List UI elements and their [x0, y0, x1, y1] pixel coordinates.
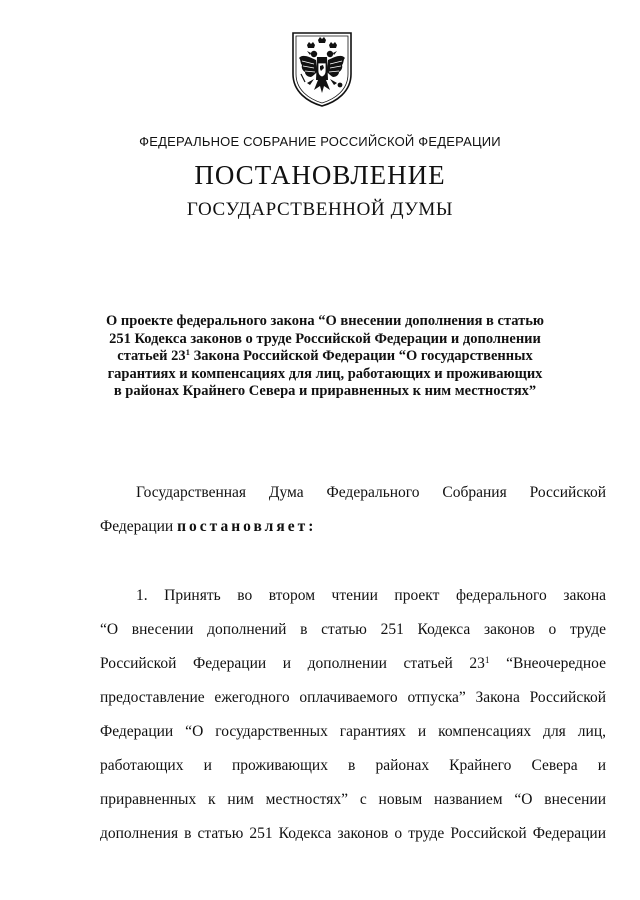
paragraph-line: дополнения в статью 251 Кодекса законов о труде Российской Федерации: [100, 825, 606, 842]
paragraph-text: Российской Федерации и дополнении статьей 23: [100, 655, 485, 672]
superscript: 1: [484, 655, 490, 666]
paragraph-line: предоставление ежегодного оплачиваемого отпуска” Закона Российской: [100, 689, 606, 706]
subject-line: 251 Кодекса законов о труде Российской Федерации и дополнении: [109, 330, 541, 347]
paragraph-line: 1. Принять во втором чтении проект федерального закона: [136, 587, 606, 604]
russian-coat-of-arms-icon: [290, 30, 354, 108]
paragraph-line: Государственная Дума Федерального Собрания Российской: [136, 484, 606, 501]
item-1-paragraph: [100, 585, 606, 857]
subject-line: О проекте федерального закона “О внесении дополнения в статью: [106, 313, 544, 329]
subject-line: [100, 348, 550, 366]
superscript: 1: [185, 347, 190, 358]
document-issuer: ГОСУДАРСТВЕННОЙ ДУМЫ: [186, 199, 454, 220]
paragraph-line: Федерации “О государственных гарантиях и компенсациях для лиц,: [100, 723, 606, 740]
paragraph-text: “Внеочередное: [489, 655, 607, 672]
resolution-keyword: постановляет:: [177, 518, 317, 535]
paragraph-line: [100, 653, 606, 687]
subject-line: гарантиях и компенсациях для лиц, работающих и проживающих: [107, 365, 543, 382]
subject-text: Закона Российской Федерации “О государственных: [189, 348, 533, 364]
paragraph-line: приравненных к ним местностях” с новым названием “О внесении: [100, 791, 606, 808]
preamble-paragraph: [100, 482, 606, 550]
paragraph-line: “О внесении дополнений в статью 251 Кодекса законов о труде: [100, 621, 606, 638]
organization-name: ФЕДЕРАЛЬНОЕ СОБРАНИЕ РОССИЙСКОЙ ФЕДЕРАЦИИ: [139, 134, 501, 149]
subject-line: в районах Крайнего Севера и приравненных к ним местностях”: [113, 383, 537, 399]
paragraph-line: [100, 516, 606, 550]
subject-text: статьей 23: [117, 348, 186, 364]
paragraph-line: работающих и проживающих в районах Крайнего Севера и: [100, 757, 606, 774]
paragraph-text: Федерации: [100, 518, 178, 535]
document-subject: [100, 313, 550, 401]
document-type: ПОСТАНОВЛЕНИЕ: [194, 160, 446, 190]
